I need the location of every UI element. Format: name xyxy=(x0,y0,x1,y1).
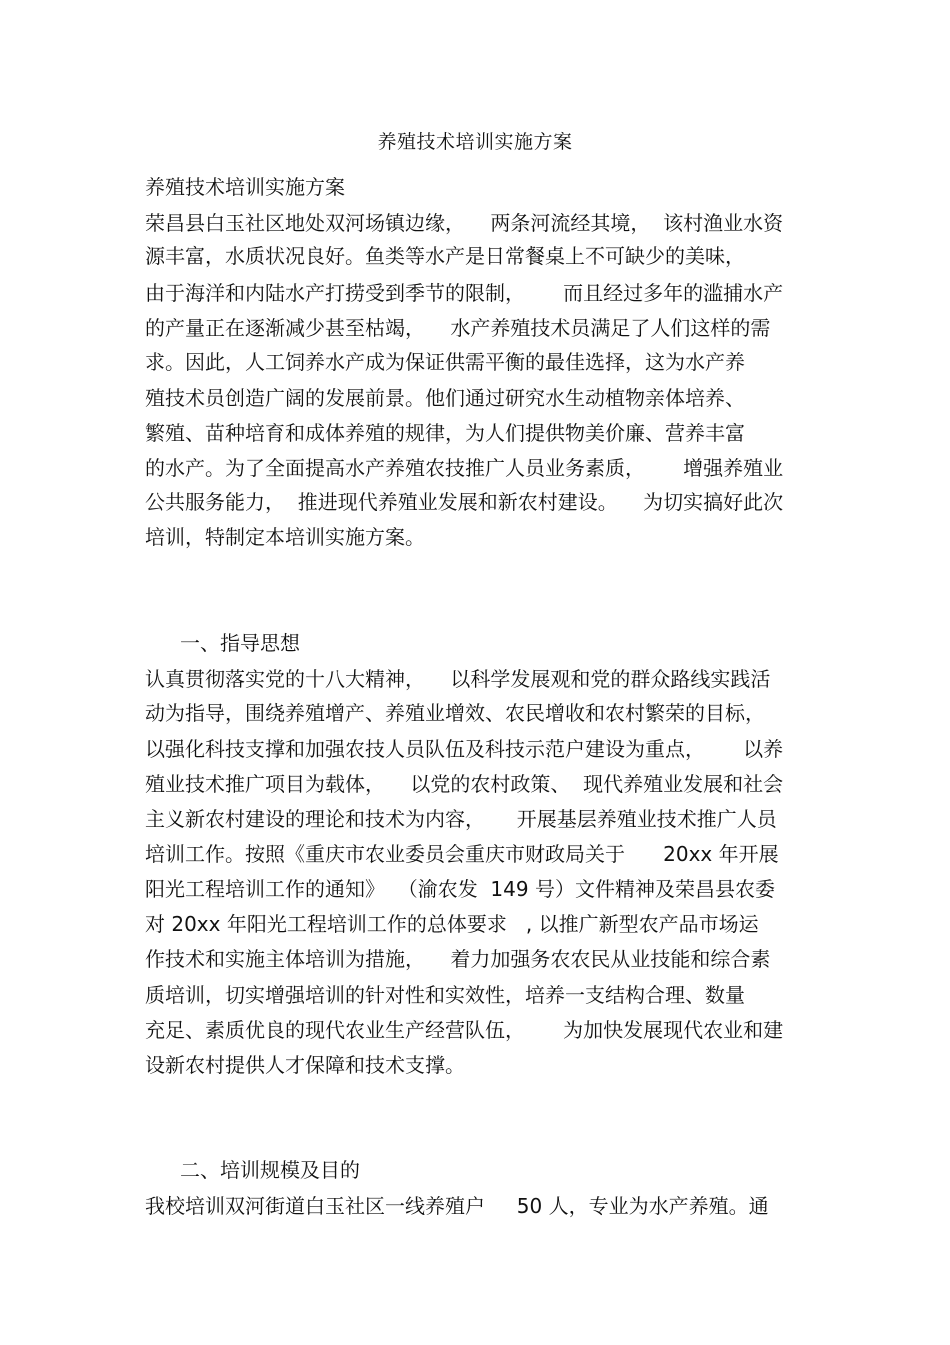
section2-line: 我校培训双河街道白玉社区一线养殖户 50 人，专业为水产养殖。通 xyxy=(145,1194,769,1218)
section-heading-guiding-thought: 一、指导思想 xyxy=(180,631,300,655)
intro-line: 殖技术员创造广阔的发展前景。他们通过研究水生动植物亲体培养、 xyxy=(145,386,745,410)
section1-line: 培训工作。按照《重庆市农业委员会重庆市财政局关于 20xx 年开展 xyxy=(145,842,779,866)
section-heading-training-scale: 二、培训规模及目的 xyxy=(180,1158,360,1182)
intro-line: 公共服务能力， 推进现代养殖业发展和新农村建设。 为切实搞好此次 xyxy=(145,490,784,514)
document-subtitle: 养殖技术培训实施方案 xyxy=(145,175,345,199)
section1-line: 充足、素质优良的现代农业生产经营队伍， 为加快发展现代农业和建 xyxy=(145,1018,784,1042)
intro-line: 源丰富，水质状况良好。鱼类等水产是日常餐桌上不可缺少的美味， xyxy=(145,244,745,268)
section1-line: 认真贯彻落实党的十八大精神， 以科学发展观和党的群众路线实践活 xyxy=(145,667,771,691)
section1-line: 殖业技术推广项目为载体， 以党的农村政策、 现代养殖业发展和社会 xyxy=(145,772,784,796)
intro-line: 荣昌县白玉社区地处双河场镇边缘， 两条河流经其境， 该村渔业水资 xyxy=(145,211,784,235)
section1-line: 作技术和实施主体培训为措施， 着力加强务农农民从业技能和综合素 xyxy=(145,947,771,971)
intro-line: 的水产。为了全面提高水产养殖农技推广人员业务素质， 增强养殖业 xyxy=(145,456,784,480)
section1-line: 阳光工程培训工作的通知》 （渝农发 149 号）文件精神及荣昌县农委 xyxy=(145,877,775,901)
section1-line: 质培训，切实增强培训的针对性和实效性，培养一支结构合理、数量 xyxy=(145,983,745,1007)
intro-line: 的产量正在逐渐减少甚至枯竭， 水产养殖技术员满足了人们这样的需 xyxy=(145,316,771,340)
intro-line: 求。因此，人工饲养水产成为保证供需平衡的最佳选择，这为水产养 xyxy=(145,350,745,374)
intro-line: 由于海洋和内陆水产打捞受到季节的限制， 而且经过多年的滥捕水产 xyxy=(145,281,784,305)
section1-line: 以强化科技支撑和加强农技人员队伍及科技示范户建设为重点， 以养 xyxy=(145,737,784,761)
section1-line: 主义新农村建设的理论和技术为内容， 开展基层养殖业技术推广人员 xyxy=(145,807,777,831)
section1-line: 对 20xx 年阳光工程培训工作的总体要求 , 以推广新型农产品市场运 xyxy=(145,912,759,936)
intro-line: 培训，特制定本培训实施方案。 xyxy=(145,525,425,549)
document-title: 养殖技术培训实施方案 xyxy=(377,131,573,153)
intro-line: 繁殖、苗种培育和成体养殖的规律，为人们提供物美价廉、营养丰富 xyxy=(145,421,745,445)
section1-line: 动为指导，围绕养殖增产、养殖业增效、农民增收和农村繁荣的目标， xyxy=(145,701,765,725)
section1-line: 设新农村提供人才保障和技术支撑。 xyxy=(145,1053,465,1077)
